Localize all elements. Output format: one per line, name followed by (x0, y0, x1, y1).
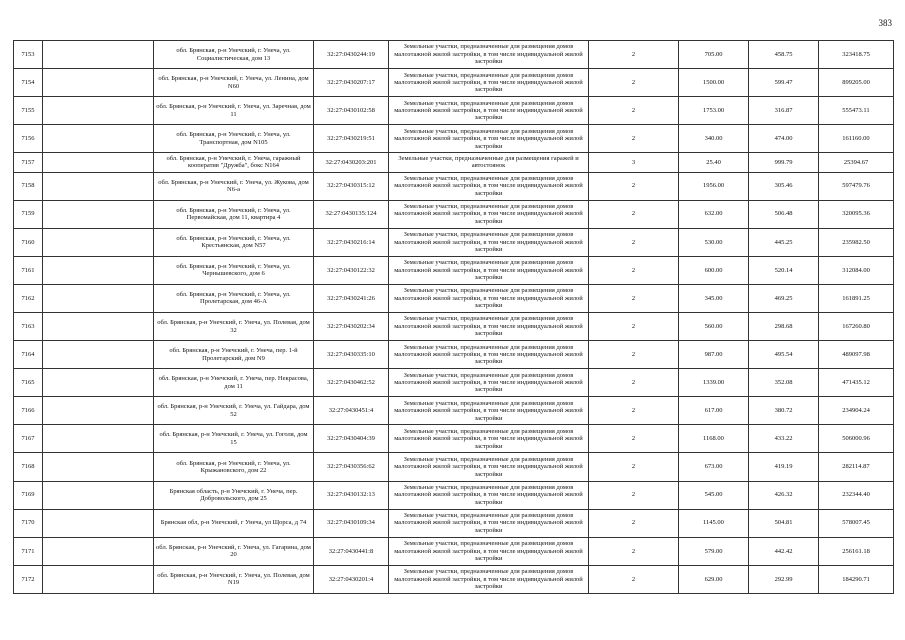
specific-value-cell: 599.47 (749, 69, 819, 97)
group-number-cell: 2 (589, 397, 679, 425)
cadastral-value-cell: 578007.45 (819, 509, 894, 537)
address-cell: обл. Брянская, р-н Унечский, г. Унеча, ул. Ленина, дом N60 (154, 69, 314, 97)
specific-value-cell: 442.42 (749, 537, 819, 565)
address-cell: обл. Брянская, р-н Унечский, г. Унеча, ул. Первомайская, дом 11, квартира 4 (154, 200, 314, 228)
group-number-cell: 2 (589, 284, 679, 312)
group-number-cell: 2 (589, 228, 679, 256)
row-id: 7166 (14, 397, 43, 425)
land-use-cell: Земельные участки, предназначенные для размещения домов малоэтажной жилой застройки, в том числе индивидуальной жилой застройки (389, 228, 589, 256)
land-use-cell: Земельные участки, предназначенные для размещения домов малоэтажной жилой застройки, в том числе индивидуальной жилой застройки (389, 284, 589, 312)
address-cell: обл. Брянская, р-н Унечский, г. Унеча, ул. Крыжановского, дом 22 (154, 453, 314, 481)
blank-cell (43, 69, 154, 97)
cadastral-value-cell: 506000.96 (819, 425, 894, 453)
area-cell: 1145.00 (679, 509, 749, 537)
blank-cell (43, 172, 154, 200)
land-registry-table (13, 40, 894, 594)
row-id: 7165 (14, 369, 43, 397)
group-number-cell: 2 (589, 172, 679, 200)
row-id: 7161 (14, 256, 43, 284)
specific-value-cell: 316.87 (749, 97, 819, 125)
table-body (14, 41, 894, 594)
address-cell: Брянская область, р-н Унечский, г. Унеча, пер. Добровольского, дом 25 (154, 481, 314, 509)
row-id: 7159 (14, 200, 43, 228)
land-use-cell: Земельные участки, предназначенные для размещения домов малоэтажной жилой застройки, в том числе индивидуальной жилой застройки (389, 509, 589, 537)
area-cell: 1956.00 (679, 172, 749, 200)
specific-value-cell: 305.46 (749, 172, 819, 200)
specific-value-cell: 469.25 (749, 284, 819, 312)
cadastral-number-cell: 32:27:0430451:4 (314, 397, 389, 425)
address-cell: обл. Брянская, р-н Унечский, г. Унеча, ул. Жукова, дом N6-а (154, 172, 314, 200)
land-use-cell: Земельные участки, предназначенные для размещения домов малоэтажной жилой застройки, в том числе индивидуальной жилой застройки (389, 537, 589, 565)
blank-cell (43, 41, 154, 69)
land-use-cell: Земельные участки, предназначенные для размещения домов малоэтажной жилой застройки, в том числе индивидуальной жилой застройки (389, 200, 589, 228)
table-row (14, 312, 894, 340)
table-row (14, 69, 894, 97)
row-id: 7154 (14, 69, 43, 97)
blank-cell (43, 565, 154, 593)
land-use-cell: Земельные участки, предназначенные для размещения домов малоэтажной жилой застройки, в том числе индивидуальной жилой застройки (389, 341, 589, 369)
specific-value-cell: 495.54 (749, 341, 819, 369)
cadastral-number-cell: 32:27:0430404:39 (314, 425, 389, 453)
cadastral-number-cell: 32:27:0430102:58 (314, 97, 389, 125)
table-row (14, 425, 894, 453)
table-row (14, 228, 894, 256)
specific-value-cell: 474.00 (749, 125, 819, 153)
area-cell: 1753.00 (679, 97, 749, 125)
table-row (14, 153, 894, 172)
row-id: 7156 (14, 125, 43, 153)
cadastral-number-cell: 32:27:0430132:13 (314, 481, 389, 509)
cadastral-value-cell: 555473.11 (819, 97, 894, 125)
specific-value-cell: 504.81 (749, 509, 819, 537)
group-number-cell: 2 (589, 565, 679, 593)
address-cell: обл. Брянская, р-н Унечский, г. Унеча, ул. Транспортная, дом N105 (154, 125, 314, 153)
group-number-cell: 2 (589, 481, 679, 509)
blank-cell (43, 284, 154, 312)
cadastral-value-cell: 282114.87 (819, 453, 894, 481)
group-number-cell: 2 (589, 425, 679, 453)
cadastral-number-cell: 32:27:0430203:201 (314, 153, 389, 172)
land-use-cell: Земельные участки, предназначенные для размещения домов малоэтажной жилой застройки, в том числе индивидуальной жилой застройки (389, 256, 589, 284)
group-number-cell: 2 (589, 69, 679, 97)
specific-value-cell: 458.75 (749, 41, 819, 69)
group-number-cell: 2 (589, 537, 679, 565)
blank-cell (43, 509, 154, 537)
cadastral-value-cell: 597479.76 (819, 172, 894, 200)
blank-cell (43, 153, 154, 172)
specific-value-cell: 298.68 (749, 312, 819, 340)
row-id: 7158 (14, 172, 43, 200)
cadastral-value-cell: 25394.67 (819, 153, 894, 172)
land-use-cell: Земельные участки, предназначенные для размещения домов малоэтажной жилой застройки, в том числе индивидуальной жилой застройки (389, 369, 589, 397)
group-number-cell: 2 (589, 453, 679, 481)
specific-value-cell: 426.32 (749, 481, 819, 509)
land-use-cell: Земельные участки, предназначенные для размещения домов малоэтажной жилой застройки, в том числе индивидуальной жилой застройки (389, 565, 589, 593)
area-cell: 629.00 (679, 565, 749, 593)
table-row (14, 397, 894, 425)
cadastral-value-cell: 489097.98 (819, 341, 894, 369)
blank-cell (43, 312, 154, 340)
area-cell: 600.00 (679, 256, 749, 284)
row-id: 7170 (14, 509, 43, 537)
group-number-cell: 2 (589, 369, 679, 397)
land-use-cell: Земельные участки, предназначенные для размещения домов малоэтажной жилой застройки, в том числе индивидуальной жилой застройки (389, 453, 589, 481)
row-id: 7162 (14, 284, 43, 312)
cadastral-value-cell: 167260.80 (819, 312, 894, 340)
cadastral-number-cell: 32:27:0430335:10 (314, 341, 389, 369)
cadastral-value-cell: 234904.24 (819, 397, 894, 425)
row-id: 7157 (14, 153, 43, 172)
cadastral-number-cell: 32:27:0430462:52 (314, 369, 389, 397)
land-use-cell: Земельные участки, предназначенные для размещения домов малоэтажной жилой застройки, в том числе индивидуальной жилой застройки (389, 481, 589, 509)
table-row (14, 565, 894, 593)
specific-value-cell: 445.25 (749, 228, 819, 256)
cadastral-value-cell: 256161.18 (819, 537, 894, 565)
area-cell: 705.00 (679, 41, 749, 69)
cadastral-value-cell: 323418.75 (819, 41, 894, 69)
blank-cell (43, 125, 154, 153)
row-id: 7164 (14, 341, 43, 369)
row-id: 7169 (14, 481, 43, 509)
group-number-cell: 3 (589, 153, 679, 172)
cadastral-number-cell: 32:27:0430219:51 (314, 125, 389, 153)
cadastral-value-cell: 471435.12 (819, 369, 894, 397)
group-number-cell: 2 (589, 509, 679, 537)
table-row (14, 509, 894, 537)
area-cell: 1500.00 (679, 69, 749, 97)
table-row (14, 172, 894, 200)
cadastral-number-cell: 32:27:0430201:4 (314, 565, 389, 593)
address-cell: обл. Брянская, р-н Унечский, г. Унеча, ул. Гоголя, дом 15 (154, 425, 314, 453)
blank-cell (43, 481, 154, 509)
group-number-cell: 2 (589, 341, 679, 369)
cadastral-number-cell: 32:27:0430207:17 (314, 69, 389, 97)
land-use-cell: Земельные участки, предназначенные для размещения домов малоэтажной жилой застройки, в том числе индивидуальной жилой застройки (389, 125, 589, 153)
specific-value-cell: 292.99 (749, 565, 819, 593)
area-cell: 340.00 (679, 125, 749, 153)
address-cell: обл. Брянская, р-н Унечский, г. Унеча, ул. Заречная, дом 11 (154, 97, 314, 125)
land-use-cell: Земельные участки, предназначенные для размещения домов малоэтажной жилой застройки, в том числе индивидуальной жилой застройки (389, 69, 589, 97)
table-row (14, 341, 894, 369)
address-cell: Брянская обл, р-н Унечский, г Унеча, ул Щорса, д 74 (154, 509, 314, 537)
address-cell: обл. Брянская, р-н Унечский, г. Унеча, ул. Крестьянская, дом N57 (154, 228, 314, 256)
table-row (14, 537, 894, 565)
cadastral-value-cell: 312084.00 (819, 256, 894, 284)
land-use-cell: Земельные участки, предназначенные для размещения домов малоэтажной жилой застройки, в том числе индивидуальной жилой застройки (389, 172, 589, 200)
blank-cell (43, 97, 154, 125)
blank-cell (43, 397, 154, 425)
land-use-cell: Земельные участки, предназначенные для размещения домов малоэтажной жилой застройки, в том числе индивидуальной жилой застройки (389, 97, 589, 125)
page-number: 383 (878, 18, 892, 28)
row-id: 7160 (14, 228, 43, 256)
table-row (14, 41, 894, 69)
group-number-cell: 2 (589, 125, 679, 153)
row-id: 7163 (14, 312, 43, 340)
cadastral-number-cell: 32:27:0430441:8 (314, 537, 389, 565)
area-cell: 1339.00 (679, 369, 749, 397)
address-cell: обл. Брянская, р-н Унечский, г. Унеча, ул. Полевая, дом 32 (154, 312, 314, 340)
table-row (14, 125, 894, 153)
cadastral-number-cell: 32:27:0430135:124 (314, 200, 389, 228)
blank-cell (43, 228, 154, 256)
area-cell: 560.00 (679, 312, 749, 340)
row-id: 7155 (14, 97, 43, 125)
land-use-cell: Земельные участки, предназначенные для размещения домов малоэтажной жилой застройки, в том числе индивидуальной жилой застройки (389, 312, 589, 340)
address-cell: обл. Брянская, р-н Унечский, г. Унеча, пер. 1-й Пролетарский, дом N9 (154, 341, 314, 369)
address-cell: обл. Брянская, р-н Унечский, г. Унеча, ул. Чернышевского, дом 6 (154, 256, 314, 284)
address-cell: обл. Брянская, р-н Унечский, г. Унеча, ул. Гагарина, дом 20 (154, 537, 314, 565)
specific-value-cell: 999.79 (749, 153, 819, 172)
area-cell: 1168.00 (679, 425, 749, 453)
area-cell: 545.00 (679, 481, 749, 509)
area-cell: 632.00 (679, 200, 749, 228)
blank-cell (43, 256, 154, 284)
cadastral-number-cell: 32:27:0430356:62 (314, 453, 389, 481)
cadastral-number-cell: 32:27:0430244:19 (314, 41, 389, 69)
cadastral-value-cell: 161160.00 (819, 125, 894, 153)
area-cell: 673.00 (679, 453, 749, 481)
cadastral-value-cell: 232344.40 (819, 481, 894, 509)
specific-value-cell: 352.08 (749, 369, 819, 397)
area-cell: 579.00 (679, 537, 749, 565)
blank-cell (43, 200, 154, 228)
specific-value-cell: 520.14 (749, 256, 819, 284)
row-id: 7172 (14, 565, 43, 593)
row-id: 7171 (14, 537, 43, 565)
specific-value-cell: 506.48 (749, 200, 819, 228)
area-cell: 617.00 (679, 397, 749, 425)
cadastral-number-cell: 32:27:0430216:14 (314, 228, 389, 256)
specific-value-cell: 419.19 (749, 453, 819, 481)
blank-cell (43, 453, 154, 481)
cadastral-value-cell: 320095.36 (819, 200, 894, 228)
cadastral-number-cell: 32:27:0430109:34 (314, 509, 389, 537)
table-row (14, 256, 894, 284)
cadastral-number-cell: 32:27:0430202:34 (314, 312, 389, 340)
address-cell: обл. Брянская, р-н Унечский, г. Унеча, ул. Полевая, дом N19 (154, 565, 314, 593)
address-cell: обл. Брянская, р-н Унечский, г. Унеча, гаражный кооператив "Дружба", бокс N164 (154, 153, 314, 172)
group-number-cell: 2 (589, 312, 679, 340)
cadastral-value-cell: 899205.00 (819, 69, 894, 97)
area-cell: 25.40 (679, 153, 749, 172)
cadastral-value-cell: 161891.25 (819, 284, 894, 312)
row-id: 7153 (14, 41, 43, 69)
table-row (14, 481, 894, 509)
group-number-cell: 2 (589, 41, 679, 69)
cadastral-number-cell: 32:27:0430315:12 (314, 172, 389, 200)
address-cell: обл. Брянская, р-н Унечский, г. Унеча, ул. Гайдара, дом 52 (154, 397, 314, 425)
table-row (14, 369, 894, 397)
area-cell: 345.00 (679, 284, 749, 312)
row-id: 7168 (14, 453, 43, 481)
cadastral-number-cell: 32:27:0430241:26 (314, 284, 389, 312)
address-cell: обл. Брянская, р-н Унечский, г. Унеча, пер. Некрасова, дом 11 (154, 369, 314, 397)
table-row (14, 453, 894, 481)
area-cell: 987.00 (679, 341, 749, 369)
group-number-cell: 2 (589, 256, 679, 284)
land-use-cell: Земельные участки, предназначенные для размещения домов малоэтажной жилой застройки, в том числе индивидуальной жилой застройки (389, 425, 589, 453)
table-row (14, 200, 894, 228)
specific-value-cell: 433.22 (749, 425, 819, 453)
blank-cell (43, 537, 154, 565)
area-cell: 530.00 (679, 228, 749, 256)
table-row (14, 97, 894, 125)
table-row (14, 284, 894, 312)
address-cell: обл. Брянская, р-н Унечский, г. Унеча, ул. Социалистическая, дом 13 (154, 41, 314, 69)
group-number-cell: 2 (589, 97, 679, 125)
cadastral-value-cell: 235982.50 (819, 228, 894, 256)
blank-cell (43, 425, 154, 453)
address-cell: обл. Брянская, р-н Унечский, г. Унеча, ул. Пролетарская, дом 46-А (154, 284, 314, 312)
cadastral-number-cell: 32:27:0430122:32 (314, 256, 389, 284)
blank-cell (43, 369, 154, 397)
row-id: 7167 (14, 425, 43, 453)
land-use-cell: Земельные участки, предназначенные для размещения домов малоэтажной жилой застройки, в том числе индивидуальной жилой застройки (389, 397, 589, 425)
group-number-cell: 2 (589, 200, 679, 228)
specific-value-cell: 380.72 (749, 397, 819, 425)
land-use-cell: Земельные участки, предназначенные для размещения гаражей и автостоянок (389, 153, 589, 172)
blank-cell (43, 341, 154, 369)
cadastral-value-cell: 184290.71 (819, 565, 894, 593)
land-use-cell: Земельные участки, предназначенные для размещения домов малоэтажной жилой застройки, в том числе индивидуальной жилой застройки (389, 41, 589, 69)
